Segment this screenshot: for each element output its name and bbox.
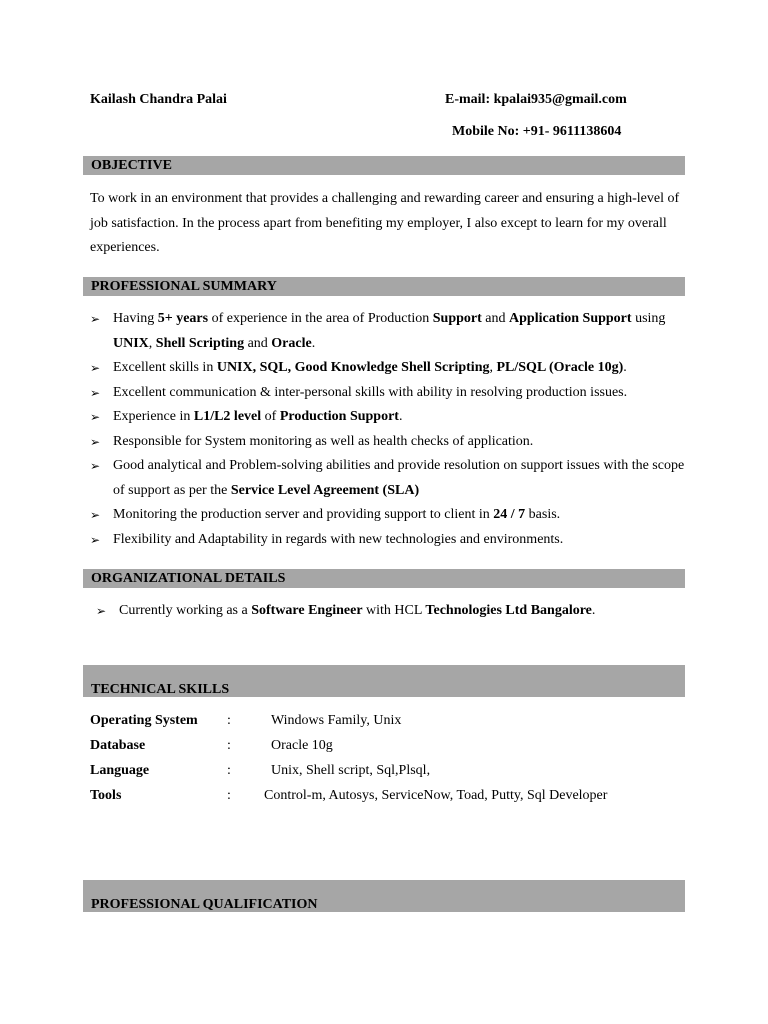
list-item-text: L1/L2 level — [193, 409, 262, 424]
email-line — [445, 92, 627, 108]
skill-row-tools — [90, 783, 690, 808]
skill-colon: : — [227, 713, 231, 728]
section-header-professional-summary: PROFESSIONAL SUMMARY — [83, 277, 685, 296]
arrow-bullet-icon: ➢ — [90, 434, 101, 449]
list-item-text: UNIX — [113, 335, 149, 351]
skill-key: Operating System — [90, 713, 198, 728]
summary-list — [90, 307, 690, 552]
list-item-text: Shell Scripting — [155, 335, 245, 351]
skill-value: Control-m, Autosys, ServiceNow, Toad, Putty, Sql Developer — [264, 788, 608, 803]
list-item-text: , — [148, 335, 156, 351]
candidate-name: Kailash Chandra Palai — [90, 92, 227, 107]
skill-key: Language — [90, 763, 150, 778]
list-item-text: Responsible for System monitoring as well as health checks of application. — [113, 433, 534, 449]
list-item-text: of — [261, 409, 280, 424]
arrow-bullet-icon: ➢ — [90, 508, 101, 522]
arrow-bullet-icon: ➢ — [90, 361, 101, 375]
list-item-text: using — [631, 311, 666, 326]
list-item-text: Software Engineer — [251, 603, 363, 618]
list-item — [90, 430, 690, 455]
list-item-text: Oracle — [271, 335, 312, 351]
list-item-text: . — [311, 335, 316, 351]
list-item — [90, 307, 690, 356]
list-item — [90, 503, 690, 528]
list-item-text: Flexibility and Adaptability in regards with new technologies and environments. — [113, 531, 564, 547]
list-item-text: . — [591, 603, 596, 618]
skill-key: Database — [90, 738, 146, 753]
list-item — [90, 405, 690, 430]
arrow-bullet-icon: ➢ — [90, 385, 101, 400]
list-item-text: , — [489, 360, 497, 375]
skill-value: Unix, Shell script, Sql,Plsql, — [271, 763, 431, 778]
list-item-text: . — [623, 360, 627, 375]
list-item-text: Production Support — [279, 409, 399, 424]
list-item-text: UNIX, SQL, Good Knowledge Shell Scripting — [216, 360, 490, 375]
list-item-text: PL/SQL (Oracle 10g) — [496, 360, 624, 375]
objective-text: To work in an environment that provides a challenging and rewarding career and ensuring a high-level of job satisfaction. In the process apart from benefiting my employer, I also except to learn for my overall experiences. — [90, 191, 680, 255]
list-item-text: basis. — [525, 507, 561, 522]
list-item — [90, 454, 690, 503]
skill-colon: : — [227, 763, 231, 778]
list-item-text: . — [398, 409, 403, 424]
section-header-professional-qualification: PROFESSIONAL QUALIFICATION — [83, 880, 685, 912]
list-item-text: of experience in the area of Production — [208, 311, 433, 326]
skill-key: Tools — [90, 788, 122, 803]
list-item-text: Currently working as a — [119, 603, 252, 618]
arrow-bullet-icon: ➢ — [90, 410, 101, 424]
section-header-objective: OBJECTIVE — [83, 156, 685, 175]
org-list — [96, 599, 696, 624]
skills-table — [90, 708, 690, 808]
list-item-text: and — [481, 311, 510, 326]
list-item — [90, 381, 690, 406]
list-item-text: Good analytical and Problem-solving abilities and provide resolution on support issues with the scope of support as per the — [113, 458, 685, 498]
list-item-text: Experience in — [113, 409, 194, 424]
skill-row-database — [90, 733, 690, 758]
list-item — [96, 599, 696, 624]
email-label: E-mail: — [445, 92, 494, 107]
list-item-text: Technologies Ltd Bangalore — [425, 603, 592, 618]
arrow-bullet-icon: ➢ — [90, 312, 101, 326]
section-header-organizational-details: ORGANIZATIONAL DETAILS — [83, 569, 685, 588]
list-item-text: 5+ years — [157, 311, 209, 326]
list-item — [90, 356, 690, 381]
arrow-bullet-icon: ➢ — [90, 459, 101, 473]
list-item — [90, 528, 690, 553]
list-item-text: Excellent communication & inter-personal skills with ability in resolving production issues. — [113, 384, 628, 400]
skill-value: Windows Family, Unix — [271, 713, 402, 728]
skill-colon: : — [227, 788, 231, 803]
list-item-text: Application Support — [509, 311, 632, 326]
list-item-text: with HCL — [362, 603, 426, 618]
list-item-text: Support — [432, 311, 482, 326]
list-item-text: Service Level Agreement (SLA) — [230, 482, 420, 498]
arrow-bullet-icon: ➢ — [96, 604, 107, 618]
list-item-text: Having — [113, 311, 158, 326]
mobile-line: Mobile No: +91- 9611138604 — [452, 124, 622, 139]
list-item-text: 24 / 7 — [493, 507, 526, 522]
skill-row-operating-system — [90, 708, 690, 733]
arrow-bullet-icon: ➢ — [90, 532, 101, 547]
list-item-text: Monitoring the production server and providing support to client in — [113, 507, 494, 522]
list-item-text: Excellent skills in — [113, 360, 217, 375]
list-item-text: and — [244, 335, 272, 351]
skill-row-language — [90, 758, 690, 783]
skill-value: Oracle 10g — [271, 738, 333, 753]
skill-colon: : — [227, 738, 231, 753]
email-address: kpalai935@gmail.com — [493, 92, 627, 107]
section-header-technical-skills: TECHNICAL SKILLS — [83, 665, 685, 697]
